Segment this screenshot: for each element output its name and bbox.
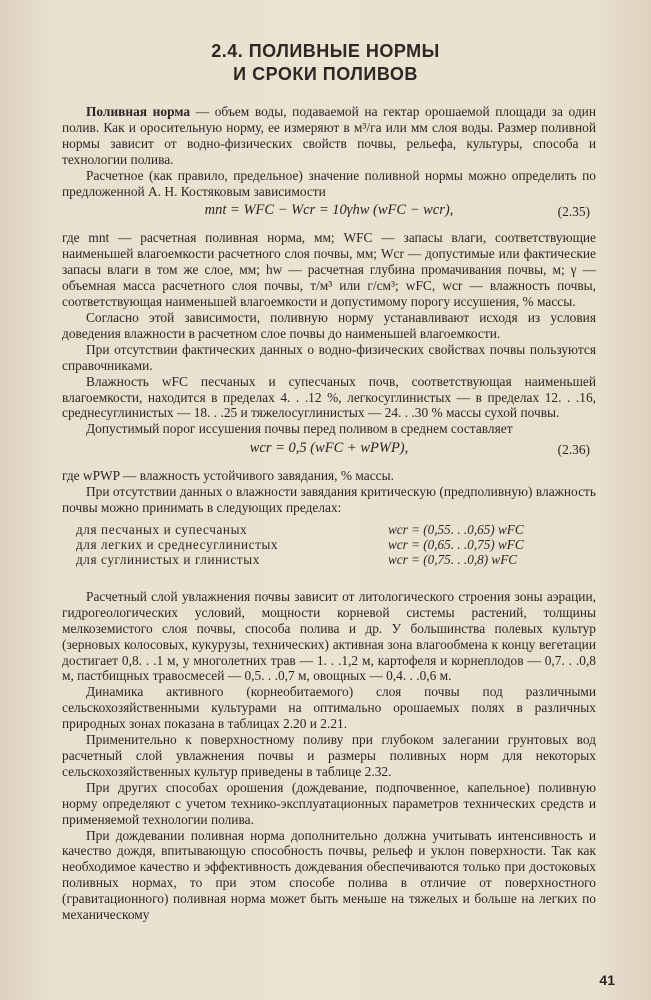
paragraph-moisture-ranges: Влажность wFC песчаных и супесчаных почв, соответствующая наименьшей влагоемкости, находится в пределах 4. . .12 %, легкосуглинистых — в пределах 12. . .16, среднесуглинистых — 18. . .25 и тяжелосуглинистых — 24. . .30 % массы сухой почвы. <box>62 373 596 421</box>
paragraph-root-layer: Расчетный слой увлажнения почвы зависит от литологического строения зоны аэрации, гидрогеологических условий, мощности корневой системы растений, толщины мелкоземистого слоя почвы, способа полива и др. У большинства полевых культур (зерновых колосовых, кукурузы, технических) активная зона влагообмена к концу вегетации достигает 0,8. . .1 м, у многолетних трав — 1. . .1,2 м, картофеля и корнеплодов — 0,7. . .0,8 м, пастбищных травосмесей — 0,5. . .0,7 м, овощных — 0,4. . .0,6 м. <box>62 588 596 684</box>
limit-row <box>76 522 576 537</box>
limit-label: для суглинистых и глинистых <box>76 551 260 567</box>
paragraph-other-methods: При других способах орошения (дождевание, подпочвенное, капельное) поливную норму определяют с учетом технико-эксплуатационных параметров технических средств и применяемой технологии полива. <box>62 779 596 827</box>
definition-text: — объем воды, подаваемой на гектар орошаемой площади за один полив. Как и оросительную норму, ее измеряют в м³/га или мм слоя воды. Размер поливной нормы зависит от водно-физических свойств почвы, рельефа, культуры, способа и технологии полива. <box>62 104 596 167</box>
formula-2-35 <box>62 203 596 225</box>
section-heading-line-1: 2.4. ПОЛИВНЫЕ НОРМЫ <box>211 41 440 61</box>
paragraph-dependency: Согласно этой зависимости, поливную норму устанавливают исходя из условия доведения влажности в расчетном слое почвы до наименьшей влагоемкости. <box>62 309 596 341</box>
paragraph-reference-books: При отсутствии фактических данных о водно-физических свойствах почвы пользуются справочниками. <box>62 341 596 373</box>
page-body <box>62 104 596 923</box>
limit-label: для песчаных и супесчаных <box>76 521 248 537</box>
spacer <box>62 575 596 589</box>
limit-row <box>76 537 576 552</box>
formula-2-35-expression: mnt = WFC − Wcr = 10γhw (wFC − wcr), <box>204 202 454 219</box>
page-number: 41 <box>599 972 615 988</box>
paragraph-formula-legend: где mnt — расчетная поливная норма, мм; WFC — запасы влаги, соответствующие наименьшей влагоемкости расчетного слоя почвы, мм; Wcr — допустимые или фактические запасы влаги в том же слое, мм; hw — расчетная глубина промачивания почвы, м; γ — объемная масса расчетного слоя почвы, т/м³ или г/см³; wFC, wcr — влажность почвы, соответствующая наименьшей влагоемкости и допустимому порогу иссушения, % массы. <box>62 230 596 310</box>
formula-2-35-number: (2.35) <box>557 204 590 220</box>
defined-term: Поливная норма <box>86 104 191 119</box>
critical-moisture-limits <box>76 522 576 567</box>
limit-value: wcr = (0,65. . .0,75) wFC <box>388 536 524 552</box>
paragraph-wilting-point: где wPWP — влажность устойчивого завядания, % массы. <box>62 468 394 484</box>
limit-row <box>76 552 576 567</box>
section-heading-line-2: И СРОКИ ПОЛИВОВ <box>233 64 418 84</box>
paragraph-dynamics: Динамика активного (корнеобитаемого) слоя почвы под различными сельскохозяйственными культурами на оптимально орошаемых полях в различных природных зонах показана в таблицах 2.20 и 2.21. <box>62 684 596 732</box>
paragraph-kostyakov: Расчетное (как правило, предельное) значение поливной нормы можно определить по предложенной А. Н. Костяковым зависимости <box>62 167 596 199</box>
formula-2-36-number: (2.36) <box>557 442 590 458</box>
formula-2-36-expression: wcr = 0,5 (wFC + wPWP), <box>249 440 409 457</box>
limit-value: wcr = (0,55. . .0,65) wFC <box>388 521 524 537</box>
limit-label: для легких и среднесуглинистых <box>76 536 279 552</box>
paragraph-drying-threshold: Допустимый порог иссушения почвы перед поливом в среднем составляет <box>86 421 513 437</box>
paragraph-definition <box>62 104 596 168</box>
paragraph-surface-irrigation: Применительно к поверхностному поливу при глубоком залегании грунтовых вод расчетный слой увлажнения почвы и размеры поливных норм для некоторых сельскохозяйственных культур приведены в таблице 2.32. <box>62 732 596 779</box>
paragraph-critical-moisture: При отсутствии данных о влажности завядания критическую (предполивную) влажность почвы можно принимать в следующих пределах: <box>62 484 596 516</box>
formula-2-36 <box>62 441 596 463</box>
limit-value: wcr = (0,75. . .0,8) wFC <box>388 551 518 567</box>
paragraph-sprinkling: При дождевании поливная норма дополнительно должна учитывать интенсивность и качество дождя, впитывающую способность почвы, рельеф и уклон поверхности. Так как необходимое качество и эффективность дождевания обеспечиваются только при достоковых поливных нормах, то при этом способе полива в отличие от поверхностного (гравитационного) поливная норма может быть меньше на тяжелых и больше на легких по механическому <box>62 827 596 923</box>
